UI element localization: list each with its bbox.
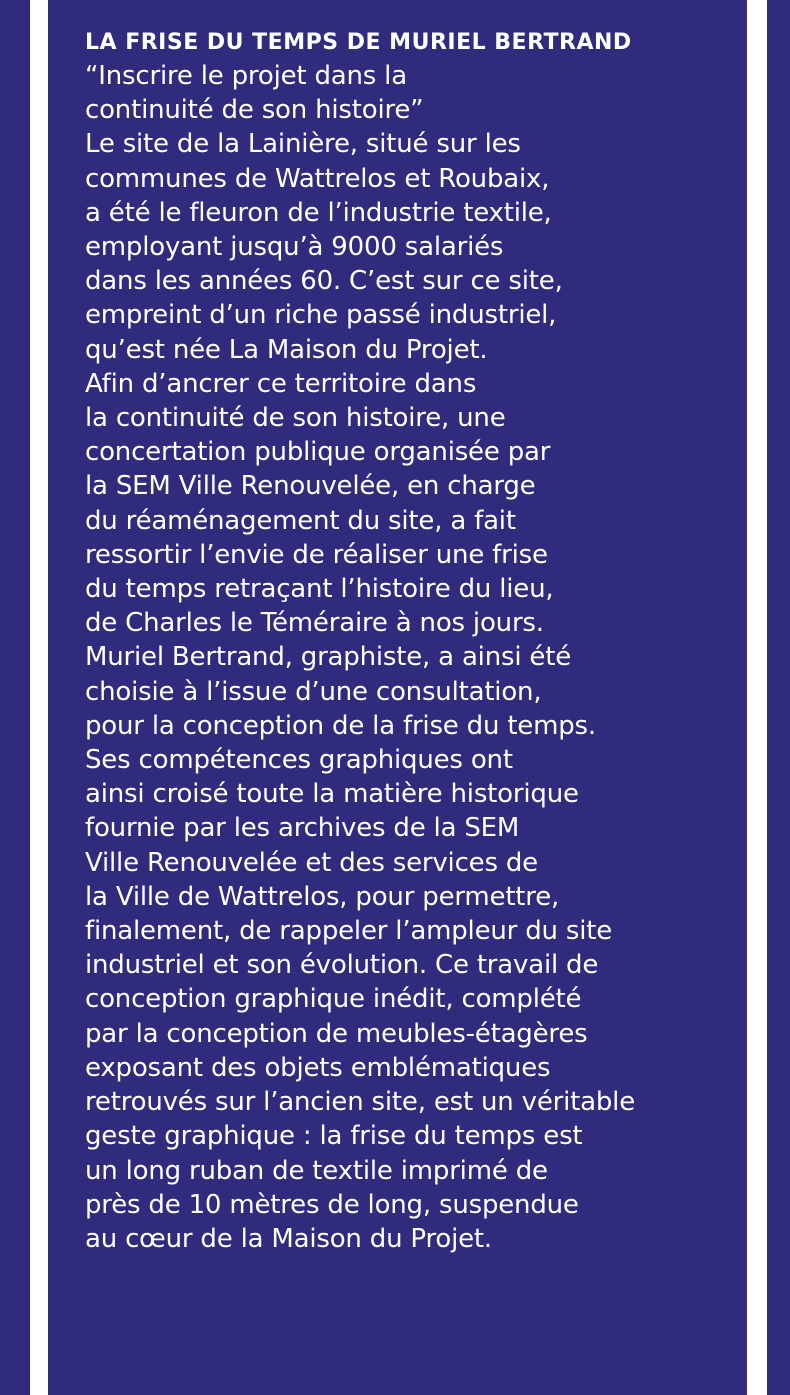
body-line: du réaménagement du site, a fait [85, 505, 516, 536]
body-line: concertation publique organisée par [85, 437, 551, 468]
body-line: exposant des objets emblématiques [85, 1052, 551, 1083]
body-line: qu’est née La Maison du Projet. [85, 334, 488, 365]
body-line: Afin d’ancrer ce territoire dans [85, 368, 477, 399]
quote-line: “Inscrire le projet dans la [85, 61, 407, 91]
body-line: employant jusqu’à 9000 salariés [85, 232, 504, 263]
right-border-stripe [767, 0, 790, 1395]
body-line: au cœur de la Maison du Projet. [85, 1223, 492, 1254]
body-line: choisie à l’issue d’une consultation, [85, 676, 542, 707]
body-line: industriel et son évolution. Ce travail de [85, 950, 599, 981]
body-line: Ville Renouvelée et des services de [85, 847, 538, 878]
body-line: ressortir l’envie de réaliser une frise [85, 539, 548, 570]
body-line: retrouvés sur l’ancien site, est un véritable [85, 1087, 636, 1118]
body-line: Ses compétences graphiques ont [85, 745, 513, 776]
article-heading: LA FRISE DU TEMPS DE MURIEL BERTRAND [85, 30, 632, 55]
body-line: fournie par les archives de la SEM [85, 813, 520, 844]
body-line: Muriel Bertrand, graphiste, a ainsi été [85, 642, 572, 673]
body-line: a été le fleuron de l’industrie textile, [85, 197, 552, 228]
body-line: geste graphique : la frise du temps est [85, 1121, 583, 1152]
body-line: la continuité de son histoire, une [85, 403, 506, 434]
body-line: par la conception de meubles-étagères [85, 1018, 588, 1049]
body-line: un long ruban de textile imprimé de [85, 1155, 548, 1186]
article-content [85, 28, 745, 1256]
body-line: de Charles le Téméraire à nos jours. [85, 608, 544, 639]
body-line: du temps retraçant l’histoire du lieu, [85, 574, 554, 605]
body-line: pour la conception de la frise du temps. [85, 710, 596, 741]
body-line: finalement, de rappeler l’ampleur du site [85, 916, 613, 947]
body-line: la Ville de Wattrelos, pour permettre, [85, 881, 560, 912]
body-line: près de 10 mètres de long, suspendue [85, 1189, 579, 1220]
body-line: conception graphique inédit, complété [85, 984, 582, 1015]
quote-line: continuité de son histoire” [85, 95, 424, 126]
left-border-stripe [0, 0, 30, 1395]
pull-quote [85, 59, 745, 127]
body-line: la SEM Ville Renouvelée, en charge [85, 471, 536, 502]
body-line: empreint d’un riche passé industriel, [85, 300, 557, 331]
body-line: communes de Wattrelos et Roubaix, [85, 163, 550, 194]
body-line: dans les années 60. C’est sur ce site, [85, 266, 563, 297]
body-line: ainsi croisé toute la matière historique [85, 779, 579, 810]
article-body [85, 127, 745, 1256]
body-line: Le site de la Lainière, situé sur les [85, 129, 521, 160]
